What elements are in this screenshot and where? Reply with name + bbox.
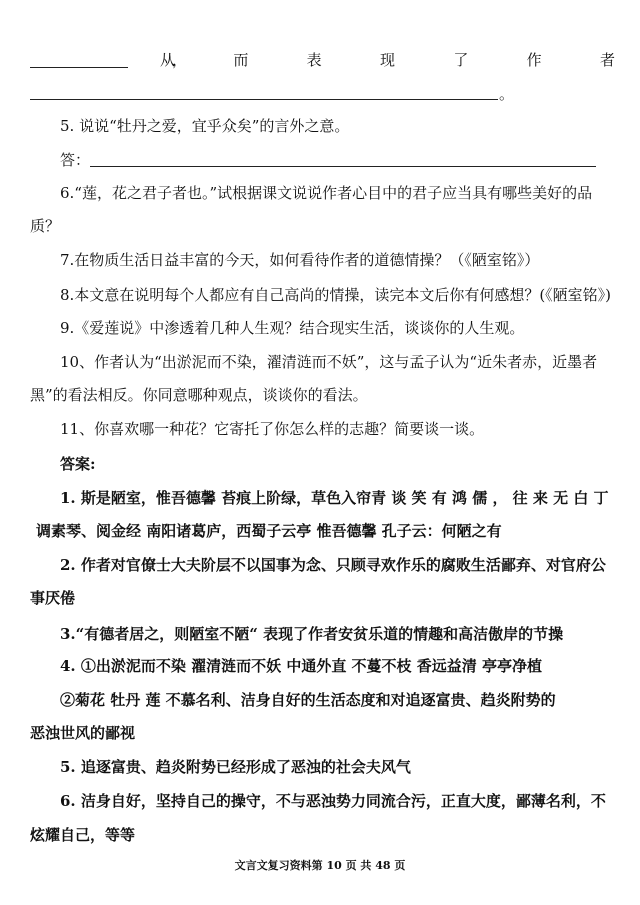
page-footer: 文言文复习资料第 10 页 共 48 页 xyxy=(234,859,406,872)
char: 表 xyxy=(306,51,322,69)
char: 现 xyxy=(379,51,395,69)
answer-blank xyxy=(90,166,596,167)
char: 了 xyxy=(453,51,469,69)
period: 。 xyxy=(499,85,515,103)
comma: ， xyxy=(172,51,188,69)
answer-label: 答： xyxy=(60,151,91,169)
char: 者 xyxy=(599,51,615,69)
char: 作 xyxy=(526,51,542,69)
char: 从 xyxy=(160,51,176,69)
char: 而 xyxy=(233,51,249,69)
answer-blank-long xyxy=(30,99,498,100)
spaced-chars xyxy=(160,50,615,70)
answer-blank-short xyxy=(30,67,128,68)
